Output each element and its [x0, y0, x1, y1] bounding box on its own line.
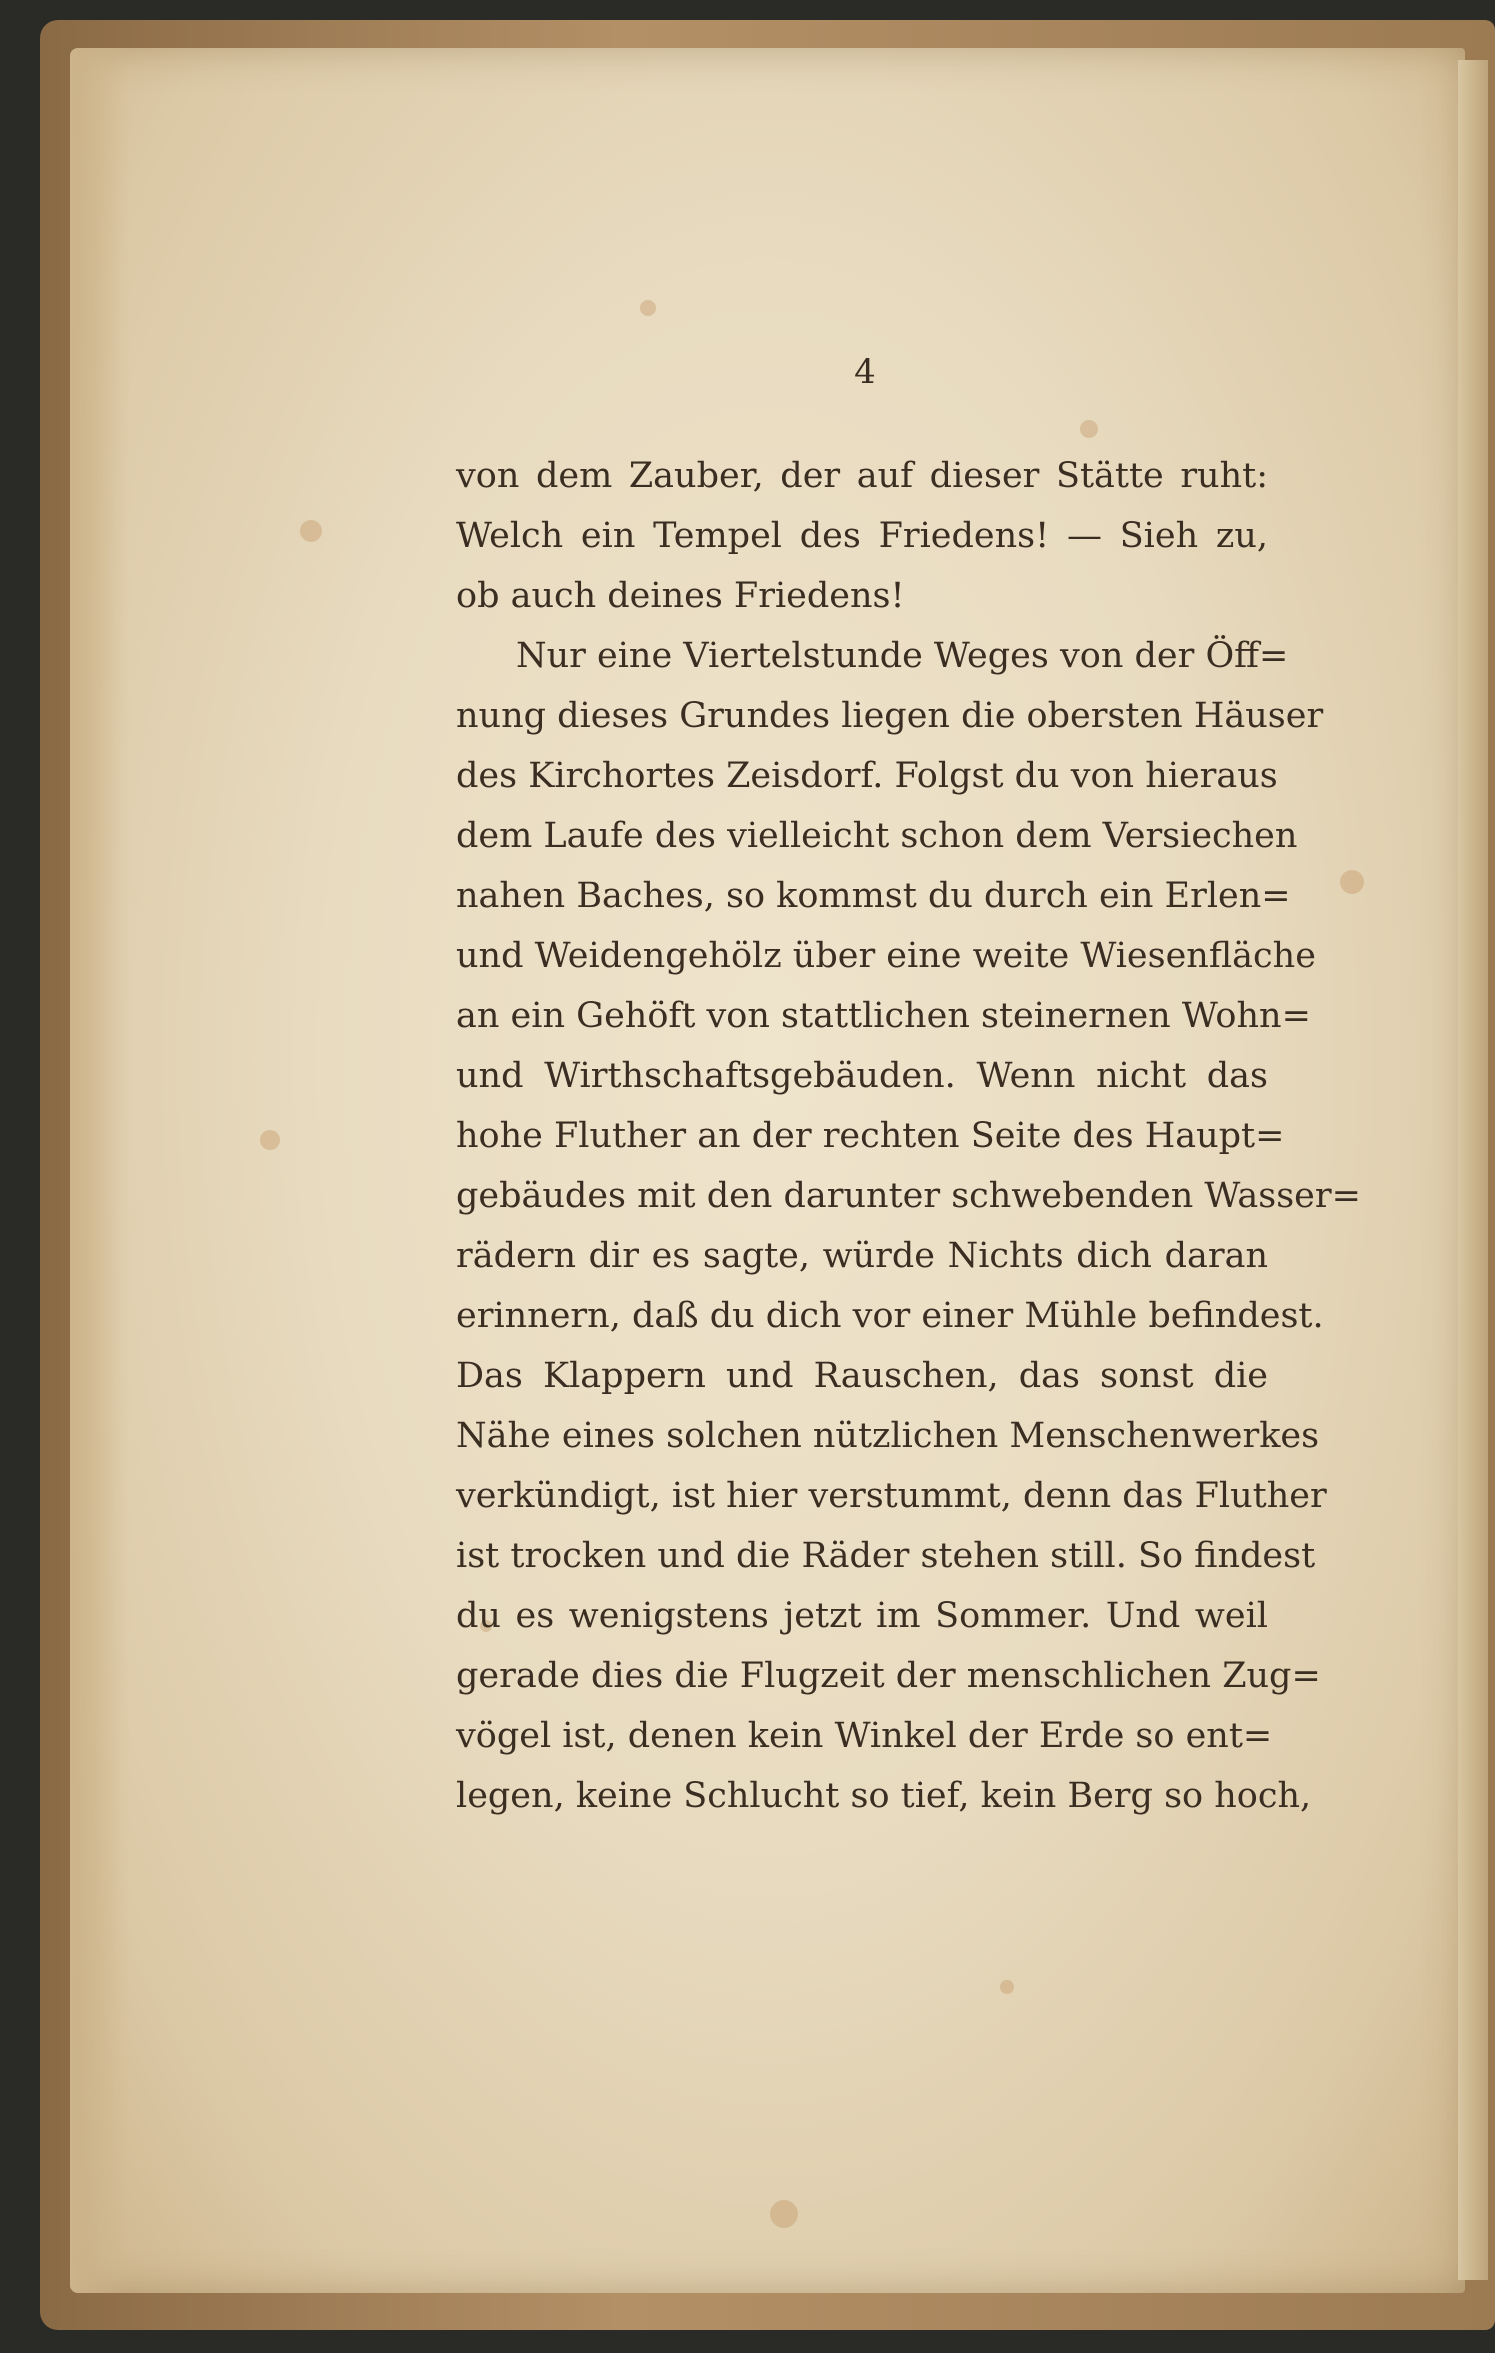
text-line: nahen Baches, so kommst du durch ein Erlen=	[456, 876, 1291, 916]
page-stack-edge	[1458, 60, 1488, 2280]
text-line: rädern dir es sagte, würde Nichts dich daran	[456, 1236, 1268, 1276]
text-line: Nur eine Viertelstunde Weges von der Öff=	[516, 636, 1289, 676]
foxing-spot	[640, 300, 656, 316]
text-line: gerade dies die Flugzeit der menschlichen Zug=	[456, 1656, 1321, 1696]
foxing-spot	[260, 1130, 280, 1150]
body-text	[456, 446, 1361, 1826]
text-line: ob auch deines Friedens!	[456, 576, 905, 616]
foxing-spot	[770, 2200, 798, 2228]
text-line: hohe Fluther an der rechten Seite des Haupt=	[456, 1116, 1285, 1156]
text-line: Nähe eines solchen nützlichen Menschenwerkes	[456, 1416, 1320, 1456]
text-line: nung dieses Grundes liegen die obersten Häuser	[456, 696, 1324, 736]
text-line: legen, keine Schlucht so tief, kein Berg so hoch,	[456, 1776, 1312, 1816]
text-line: vögel ist, denen kein Winkel der Erde so ent=	[456, 1716, 1273, 1756]
text-line: ist trocken und die Räder stehen still. So findest	[456, 1536, 1316, 1576]
text-line: des Kirchortes Zeisdorf. Folgst du von hieraus	[456, 756, 1278, 796]
text-line: und Wirthschaftsgebäuden. Wenn nicht das	[456, 1056, 1268, 1096]
page-gutter-shadow	[70, 48, 130, 2293]
page-number: 4	[854, 352, 876, 392]
foxing-spot	[1340, 870, 1364, 894]
text-line: von dem Zauber, der auf dieser Stätte ruht:	[456, 456, 1268, 496]
text-line: erinnern, daß du dich vor einer Mühle befindest.	[456, 1296, 1324, 1336]
text-line: und Weidengehölz über eine weite Wiesenfläche	[456, 936, 1316, 976]
text-line: gebäudes mit den darunter schwebenden Wasser=	[456, 1176, 1361, 1216]
text-line: Das Klappern und Rauschen, das sonst die	[456, 1356, 1268, 1396]
foxing-spot	[1000, 1980, 1014, 1994]
text-line: Welch ein Tempel des Friedens! — Sieh zu,	[456, 516, 1268, 556]
text-line: verkündigt, ist hier verstummt, denn das Fluther	[456, 1476, 1327, 1516]
foxing-spot	[1080, 420, 1098, 438]
text-line: dem Laufe des vielleicht schon dem Versiechen	[456, 816, 1298, 856]
text-line: an ein Gehöft von stattlichen steinernen Wohn=	[456, 996, 1311, 1036]
text-line: du es wenigstens jetzt im Sommer. Und weil	[456, 1596, 1268, 1636]
foxing-spot	[300, 520, 322, 542]
